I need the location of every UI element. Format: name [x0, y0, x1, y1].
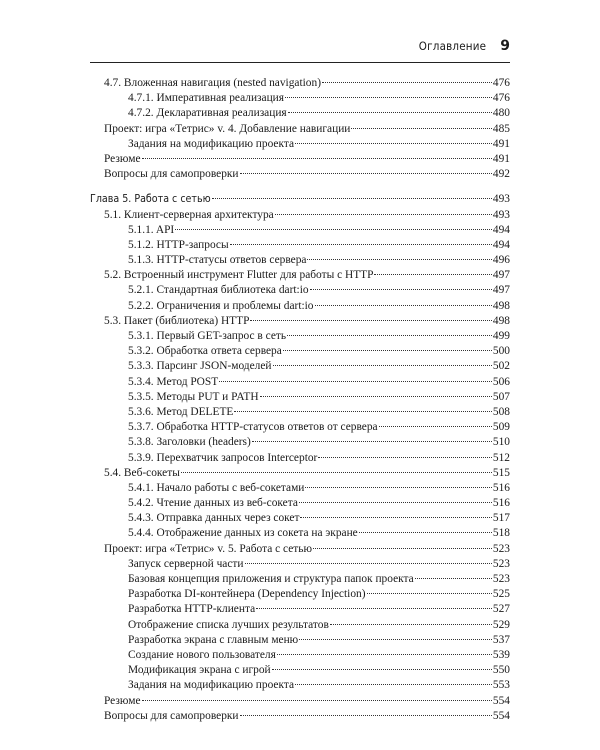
- page-number: 9: [500, 38, 510, 54]
- toc-entry-page: 485: [492, 122, 510, 135]
- toc-entry[interactable]: [90, 633, 510, 648]
- dot-leader: [299, 502, 492, 503]
- dot-leader: [313, 548, 492, 549]
- toc-entry-page: 491: [492, 137, 510, 150]
- table-of-contents: [90, 76, 510, 724]
- dot-leader: [307, 259, 491, 260]
- toc-entry[interactable]: [90, 694, 510, 709]
- dot-leader: [318, 457, 492, 458]
- toc-entry-page: 539: [492, 648, 510, 661]
- dot-leader: [142, 700, 492, 701]
- toc-entry-label: Разработка HTTP-клиента: [128, 603, 256, 616]
- toc-chapter-entry[interactable]: [90, 192, 510, 207]
- header-rule: [90, 62, 510, 63]
- dot-leader: [351, 128, 492, 129]
- toc-entry-page: 527: [492, 603, 510, 616]
- toc-entry-page: 523: [492, 573, 510, 585]
- toc-entry-label: 5.3.4. Метод POST: [128, 375, 219, 388]
- toc-entry[interactable]: [90, 618, 510, 633]
- toc-entry-label: 5.3. Пакет (библиотека) HTTP: [104, 314, 250, 327]
- dot-leader: [272, 669, 492, 670]
- toc-entry-page: 509: [492, 421, 510, 434]
- toc-entry[interactable]: [90, 405, 510, 420]
- dot-leader: [330, 624, 492, 625]
- toc-entry-page: 502: [492, 360, 510, 373]
- dot-leader: [240, 173, 492, 174]
- toc-entry-page: 498: [492, 299, 510, 312]
- toc-entry-label: 5.3.9. Перехватчик запросов Interceptor: [128, 451, 318, 464]
- dot-leader: [234, 411, 492, 412]
- toc-entry-page: 498: [492, 314, 510, 327]
- toc-entry-label: Проект: игра «Тетрис» v. 4. Добавление навигации: [104, 122, 351, 135]
- toc-entry[interactable]: [90, 496, 510, 511]
- toc-entry-page: 550: [492, 664, 510, 677]
- toc-entry-page: 506: [492, 375, 510, 388]
- toc-entry[interactable]: [90, 587, 510, 602]
- dot-leader: [310, 289, 492, 290]
- toc-entry-page: 476: [492, 92, 510, 105]
- dot-leader: [230, 244, 492, 245]
- toc-entry-label: Задания на модификацию проекта: [128, 137, 295, 150]
- toc-entry-page: 554: [492, 694, 510, 707]
- toc-entry-label: 4.7. Вложенная навигация (nested navigation): [104, 77, 321, 89]
- toc-entry-label: Запуск серверной части: [128, 557, 244, 570]
- toc-entry[interactable]: [90, 359, 510, 374]
- toc-entry[interactable]: [90, 375, 510, 390]
- toc-entry-page: 518: [492, 527, 510, 540]
- toc-entry-label: Вопросы для самопроверки: [104, 709, 239, 722]
- toc-entry-page: 515: [492, 466, 510, 479]
- toc-entry-page: 480: [492, 107, 510, 120]
- toc-entry[interactable]: [90, 223, 510, 238]
- toc-entry-label: Разработка экрана с главным меню: [128, 633, 299, 646]
- toc-entry[interactable]: [90, 678, 510, 693]
- toc-entry[interactable]: [90, 208, 510, 223]
- toc-entry-label: 5.1.1. API: [128, 223, 175, 236]
- dot-leader: [287, 335, 492, 336]
- toc-entry-page: 553: [492, 679, 510, 692]
- toc-entry[interactable]: [90, 167, 510, 182]
- toc-entry[interactable]: [90, 137, 510, 152]
- toc-entry[interactable]: [90, 451, 510, 466]
- toc-entry-page: 516: [492, 497, 510, 510]
- dot-leader: [300, 517, 491, 518]
- toc-entry-label: Отображение списка лучших результатов: [128, 618, 329, 631]
- dot-leader: [250, 320, 491, 321]
- toc-entry-page: 510: [492, 436, 510, 449]
- toc-entry-page: 496: [492, 254, 510, 267]
- toc-entry[interactable]: [90, 76, 510, 91]
- toc-entry-label: Резюме: [104, 152, 141, 165]
- dot-leader: [245, 563, 492, 564]
- toc-entry-page: 512: [492, 451, 510, 464]
- dot-leader: [359, 532, 492, 533]
- toc-entry-label: 5.4.4. Отображение данных из сокета на экране: [128, 527, 358, 540]
- toc-entry-page: 537: [492, 633, 510, 646]
- toc-entry[interactable]: [90, 648, 510, 663]
- dot-leader: [273, 365, 492, 366]
- dot-leader: [322, 82, 492, 83]
- dot-leader: [285, 97, 492, 98]
- dot-leader: [175, 229, 492, 230]
- toc-entry-label: 5.4.3. Отправка данных через сокет: [128, 512, 300, 525]
- toc-entry[interactable]: [90, 253, 510, 268]
- toc-entry-label: Базовая концепция приложения и структура папок проекта: [128, 573, 414, 585]
- toc-entry[interactable]: [90, 663, 510, 678]
- toc-entry[interactable]: [90, 557, 510, 572]
- dot-leader: [415, 578, 492, 579]
- toc-entry-label: Задания на модификацию проекта: [128, 679, 295, 692]
- toc-entry-page: 499: [492, 330, 510, 342]
- toc-entry-label: Вопросы для самопроверки: [104, 168, 239, 181]
- dot-leader: [315, 305, 492, 306]
- toc-entry-page: 494: [492, 238, 510, 251]
- toc-entry-label: 5.3.3. Парсинг JSON-моделей: [128, 360, 272, 373]
- toc-entry-label: Разработка DI-контейнера (Dependency Injection): [128, 588, 366, 601]
- toc-entry-page: 494: [492, 223, 510, 236]
- toc-entry-page: 517: [492, 512, 510, 525]
- toc-entry-page: 508: [492, 405, 510, 418]
- dot-leader: [181, 472, 492, 473]
- toc-entry[interactable]: [90, 268, 510, 283]
- toc-entry[interactable]: [90, 602, 510, 617]
- dot-leader: [277, 654, 492, 655]
- toc-entry-page: 554: [492, 709, 510, 722]
- toc-entry-page: 476: [492, 77, 510, 89]
- toc-entry-label: 5.3.7. Обработка HTTP-статусов ответов от сервера: [128, 421, 378, 434]
- toc-entry[interactable]: [90, 106, 510, 121]
- toc-entry-label: Резюме: [104, 694, 141, 707]
- toc-entry-label: 5.3.6. Метод DELETE: [128, 405, 234, 418]
- toc-entry-page: 492: [492, 168, 510, 181]
- toc-entry-label: 4.7.1. Императивная реализация: [128, 92, 285, 105]
- dot-leader: [379, 426, 492, 427]
- dot-leader: [260, 396, 492, 397]
- toc-entry-page: 516: [492, 481, 510, 494]
- toc-entry-page: 497: [492, 284, 510, 297]
- toc-entry-page: 529: [492, 618, 510, 631]
- dot-leader: [240, 715, 492, 716]
- toc-entry[interactable]: [90, 526, 510, 541]
- toc-entry[interactable]: [90, 390, 510, 405]
- dot-leader: [367, 593, 492, 594]
- toc-entry[interactable]: [90, 238, 510, 253]
- toc-entry[interactable]: [90, 481, 510, 496]
- toc-entry-label: Модификация экрана с игрой: [128, 664, 271, 677]
- toc-entry-page: 525: [492, 588, 510, 601]
- toc-entry-label: 5.3.8. Заголовки (headers): [128, 436, 251, 449]
- toc-entry-page: 523: [492, 542, 510, 555]
- toc-entry[interactable]: [90, 329, 510, 344]
- toc-entry[interactable]: [90, 344, 510, 359]
- dot-leader: [256, 608, 492, 609]
- toc-entry-label: 5.1. Клиент-серверная архитектура: [104, 208, 274, 221]
- toc-entry-label: 5.4. Веб-сокеты: [104, 466, 180, 479]
- toc-entry-label: 5.2. Встроенный инструмент Flutter для работы с HTTP: [104, 269, 374, 282]
- toc-entry-page: 493: [492, 193, 510, 206]
- toc-entry[interactable]: [90, 283, 510, 298]
- toc-entry-label: 5.2.1. Стандартная библиотека dart:io: [128, 284, 309, 297]
- toc-entry-label: 5.1.2. HTTP-запросы: [128, 238, 229, 251]
- toc-entry-page: 507: [492, 390, 510, 403]
- toc-entry[interactable]: [90, 122, 510, 137]
- toc-entry-label: Глава 5. Работа с сетью: [90, 193, 211, 206]
- header-title: Оглавление: [418, 39, 487, 53]
- toc-entry[interactable]: [90, 420, 510, 435]
- dot-leader: [219, 381, 492, 382]
- toc-entry[interactable]: [90, 542, 510, 557]
- toc-entry[interactable]: [90, 511, 510, 526]
- dot-leader: [305, 487, 492, 488]
- toc-entry-label: 4.7.2. Декларативная реализация: [128, 107, 287, 120]
- toc-entry-page: 500: [492, 345, 510, 358]
- toc-entry-page: 493: [492, 208, 510, 221]
- dot-leader: [275, 214, 492, 215]
- dot-leader: [299, 639, 492, 640]
- dot-leader: [295, 143, 492, 144]
- toc-entry-label: 5.3.1. Первый GET-запрос в сеть: [128, 330, 287, 342]
- dot-leader: [295, 684, 492, 685]
- running-header: [100, 38, 510, 54]
- toc-entry[interactable]: [90, 572, 510, 587]
- toc-entry[interactable]: [90, 314, 510, 329]
- toc-entry-label: Создание нового пользователя: [128, 648, 276, 661]
- toc-entry[interactable]: [90, 435, 510, 450]
- toc-entry-label: 5.3.5. Методы PUT и PATH: [128, 390, 259, 403]
- toc-entry-label: 5.4.1. Начало работы с веб-сокетами: [128, 481, 305, 494]
- toc-entry[interactable]: [90, 466, 510, 481]
- toc-entry-label: 5.4.2. Чтение данных из веб-сокета: [128, 497, 298, 510]
- dot-leader: [142, 158, 492, 159]
- section-gap: [90, 182, 510, 192]
- toc-entry[interactable]: [90, 709, 510, 724]
- toc-entry-label: 5.2.2. Ограничения и проблемы dart:io: [128, 299, 314, 312]
- dot-leader: [374, 274, 491, 275]
- dot-leader: [212, 198, 492, 199]
- toc-entry-label: Проект: игра «Тетрис» v. 5. Работа с сетью: [104, 542, 312, 555]
- toc-entry-page: 491: [492, 152, 510, 165]
- toc-entry-label: 5.1.3. HTTP-статусы ответов сервера: [128, 254, 307, 267]
- toc-entry-label: 5.3.2. Обработка ответа сервера: [128, 345, 282, 358]
- toc-entry[interactable]: [90, 299, 510, 314]
- dot-leader: [252, 441, 492, 442]
- toc-entry[interactable]: [90, 152, 510, 167]
- toc-entry[interactable]: [90, 91, 510, 106]
- dot-leader: [283, 350, 492, 351]
- toc-entry-page: 523: [492, 557, 510, 570]
- toc-entry-page: 497: [492, 269, 510, 282]
- dot-leader: [288, 112, 492, 113]
